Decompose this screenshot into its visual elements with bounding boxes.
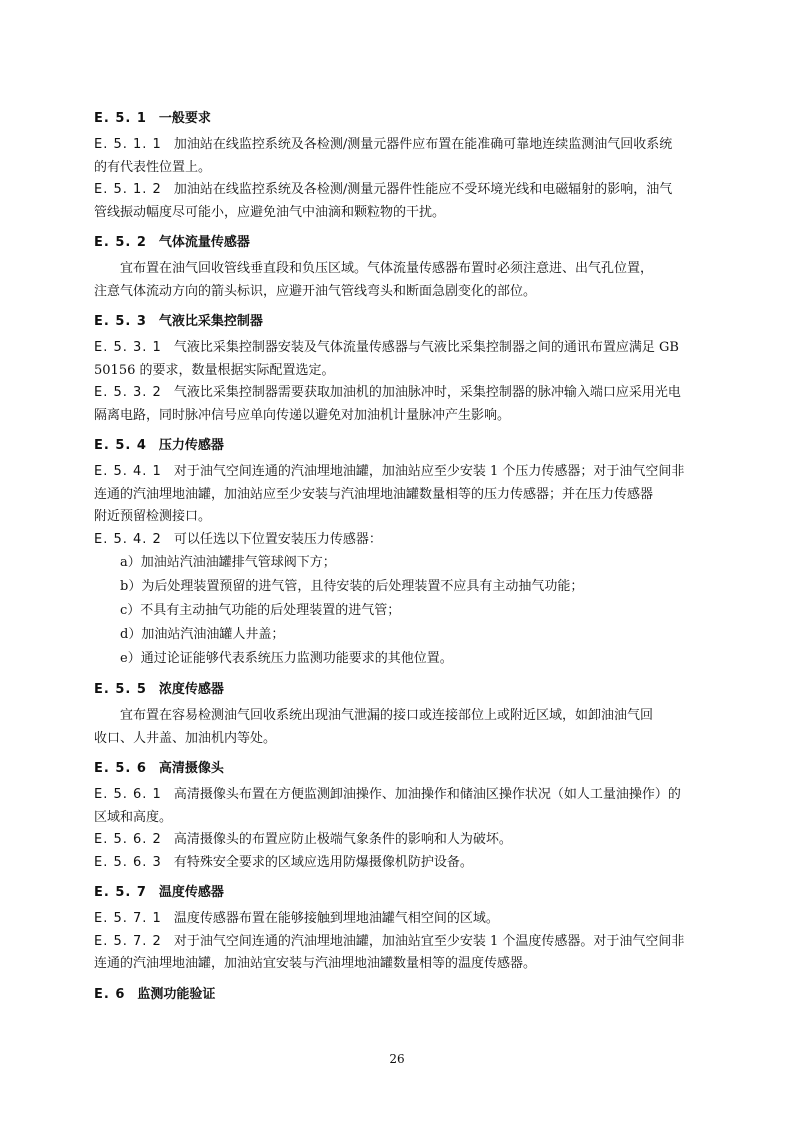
list-item: b）为后处理装置预留的进气管，且待安装的后处理装置不应具有主动抽气功能；: [120, 579, 584, 594]
clause: [94, 852, 702, 875]
section-heading: [94, 311, 702, 333]
section-number: E. 5. 3: [94, 314, 147, 329]
line-text: 有特殊安全要求的区域应选用防爆摄像机防护设备。: [173, 854, 473, 870]
section-title: 温度传感器: [158, 885, 224, 900]
document-body: [94, 100, 702, 1010]
text-line: [94, 529, 702, 552]
text-line: [94, 337, 702, 360]
line-text: 加油站在线监控系统及各检测/测量元器件性能应不受环境光线和电磁辐射的影响，油气: [173, 182, 673, 197]
line-text: 收口、人井盖、加油机内等处。: [94, 730, 277, 746]
section-title: 高清摄像头: [158, 761, 224, 776]
text-line: [94, 807, 702, 830]
text-line: [94, 360, 702, 383]
text-line: [94, 157, 702, 180]
text-line: [94, 134, 702, 157]
clause-number: E. 5. 3. 1: [94, 340, 162, 355]
line-text: 区域和高度。: [94, 809, 173, 825]
text-line: [94, 728, 702, 751]
clause-number: E. 5. 4. 1: [94, 464, 162, 479]
clause: [94, 908, 702, 931]
line-text: 温度传感器布置在能够接触到埋地油罐气相空间的区域。: [173, 911, 499, 926]
line-text: 连通的汽油埋地油罐，加油站宜安装与汽油埋地油罐数量相等的温度传感器。: [94, 956, 537, 971]
text-line: [94, 179, 702, 202]
text-line: [94, 852, 702, 875]
section-number: E. 5. 6: [94, 761, 147, 776]
line-text: 高清摄像头的布置应防止极端气象条件的影响和人为破坏。: [173, 832, 512, 847]
section-title: 一般要求: [158, 111, 211, 126]
text-line: [94, 258, 702, 281]
text-line: [94, 829, 702, 852]
text-line: [94, 382, 702, 405]
text-line: [94, 405, 702, 428]
line-text: 50156 的要求，数量根据实际配置选定。: [94, 362, 335, 378]
list-item: a）加油站汽油油罐排气管球阀下方；: [120, 555, 336, 570]
line-text: 管线振动幅度尽可能小，应避免油气中油滴和颗粒物的干扰。: [94, 204, 446, 220]
clause-number: E. 5. 1. 1: [94, 137, 162, 152]
section-number: E. 5. 1: [94, 111, 147, 126]
clause-number: E. 5. 6. 1: [94, 787, 162, 802]
clause: [94, 461, 702, 529]
line-text: 附近预留检测接口。: [94, 509, 212, 524]
paragraph: [94, 705, 702, 750]
clause-number: E. 5. 1. 2: [94, 182, 162, 197]
line-text: 高清摄像头布置在方便监测卸油操作、加油操作和储油区操作状况（如人工量油操作）的: [173, 787, 681, 802]
list-item: e）通过论证能够代表系统压力监测功能要求的其他位置。: [120, 651, 453, 666]
section-title: 压力传感器: [158, 438, 224, 453]
clause: [94, 134, 702, 179]
section-heading: [94, 435, 702, 457]
clause: [94, 382, 702, 427]
text-line: [94, 908, 702, 931]
text-line: [94, 953, 702, 976]
clause: [94, 931, 702, 976]
section-title: 浓度传感器: [158, 682, 224, 697]
section-title: 监测功能验证: [137, 986, 216, 1002]
section-heading: [94, 679, 702, 701]
section-number: E. 5. 4: [94, 438, 147, 453]
line-text: 气液比采集控制器安装及气体流量传感器与气液比采集控制器之间的通讯布置应满足 GB: [173, 340, 679, 355]
line-text: 隔离电路，同时脉冲信号应单向传递以避免对加油机计量脉冲产生影响。: [94, 407, 511, 423]
line-text: 连通的汽油埋地油罐，加油站应至少安装与汽油埋地油罐数量相等的压力传感器；并在压力传感器: [94, 486, 654, 502]
section-title: 气液比采集控制器: [158, 314, 263, 329]
clause-number: E. 5. 6. 3: [94, 854, 162, 870]
line-text: 宜布置在容易检测油气回收系统出现油气泄漏的接口或连接部位上或附近区域，如卸油油气回: [120, 708, 654, 723]
section-heading: [94, 882, 702, 904]
clause-number: E. 5. 7. 2: [94, 933, 162, 949]
line-text: 气液比采集控制器需要获取加油机的加油脉冲时，采集控制器的脉冲输入端口应采用光电: [173, 385, 681, 400]
clause: [94, 784, 702, 829]
list-item: c）不具有主动抽气功能的后处理装置的进气管；: [120, 603, 401, 618]
clause: [94, 337, 702, 382]
text-line: [94, 281, 702, 304]
text-line: [94, 784, 702, 807]
clause: [94, 179, 702, 224]
line-text: 的有代表性位置上。: [94, 159, 212, 175]
clause: [94, 829, 702, 852]
section-number: E. 6: [94, 986, 126, 1002]
list-item: d）加油站汽油油罐人井盖；: [120, 627, 285, 642]
section-heading: [94, 758, 702, 780]
text-line: [94, 461, 702, 484]
section-heading: [94, 108, 702, 130]
text-line: [94, 931, 702, 954]
line-text: 可以任选以下位置安装压力传感器：: [173, 531, 382, 547]
clause-number: E. 5. 6. 2: [94, 832, 162, 847]
text-line: [94, 705, 702, 728]
text-line: [94, 484, 702, 507]
text-line: [94, 506, 702, 529]
section-heading: [94, 984, 702, 1006]
text-line: [94, 202, 702, 225]
paragraph: [94, 258, 702, 303]
clause-number: E. 5. 3. 2: [94, 385, 162, 400]
line-text: 对于油气空间连通的汽油埋地油罐，加油站宜至少安装 1 个温度传感器。对于油气空间非: [173, 933, 685, 949]
section-number: E. 5. 7: [94, 885, 147, 900]
section-title: 气体流量传感器: [158, 235, 250, 250]
section-number: E. 5. 2: [94, 235, 147, 250]
section-heading: [94, 232, 702, 254]
page-number: 26: [389, 1052, 405, 1066]
line-text: 宜布置在油气回收管线垂直段和负压区域。气体流量传感器布置时必须注意进、出气孔位置，: [120, 261, 654, 276]
line-text: 注意气体流动方向的箭头标识，应避开油气管线弯头和断面急剧变化的部位。: [94, 283, 537, 299]
section-number: E. 5. 5: [94, 682, 147, 697]
line-text: 加油站在线监控系统及各检测/测量元器件应布置在能准确可靠地连续监测油气回收系统: [173, 137, 673, 152]
line-text: 对于油气空间连通的汽油埋地油罐，加油站应至少安装 1 个压力传感器；对于油气空间非: [173, 464, 685, 479]
clause-number: E. 5. 4. 2: [94, 531, 162, 547]
clause: [94, 529, 702, 552]
clause-number: E. 5. 7. 1: [94, 911, 162, 926]
